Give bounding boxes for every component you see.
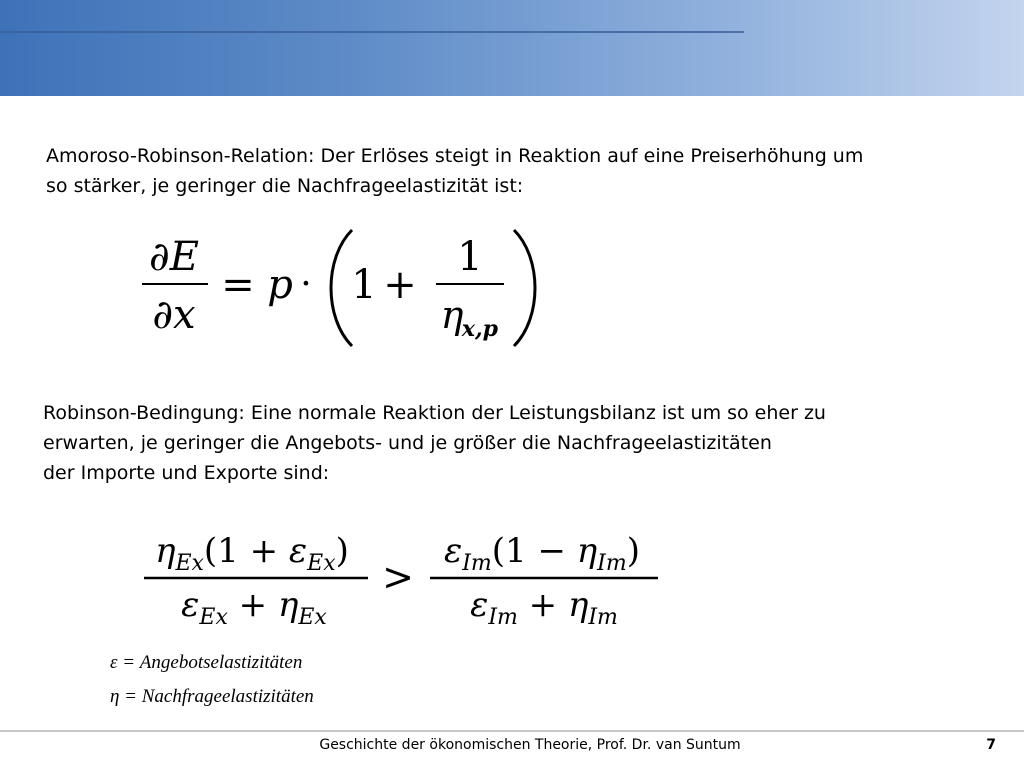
- formula1-left-paren: [331, 230, 352, 346]
- formula1-equals: =: [221, 262, 255, 308]
- formula2-left-num-eta: η: [155, 531, 176, 571]
- formula2-left-den-eta: η: [277, 585, 299, 625]
- formula2-left-den-eta-sub: Ex: [298, 605, 327, 630]
- header-rule: [0, 31, 744, 33]
- amoroso-line-2: so stärker, je geringer die Nachfrageelastizität ist:: [46, 175, 524, 197]
- formula2-right-den-plus: +: [517, 585, 568, 625]
- formula1-cdot: ·: [300, 264, 312, 305]
- footer-rule: [0, 730, 1024, 732]
- formula2-right-numerator: [444, 531, 640, 576]
- robinson-condition-formula: [130, 522, 690, 632]
- amoroso-line-1: Amoroso-Robinson-Relation: Der Erlöses steigt in Reaktion auf eine Preiserhöhung um: [46, 145, 864, 167]
- formula1-p: p: [267, 262, 293, 308]
- footer-caption: Geschichte der ökonomischen Theorie, Prof. Dr. van Suntum: [319, 737, 741, 753]
- formula2-left-den-plus: +: [227, 585, 278, 625]
- formula2-left-den-epsilon: ε: [181, 585, 200, 625]
- formula2-right-den-epsilon: ε: [470, 585, 489, 625]
- formula2-right-num-close: ): [626, 531, 641, 571]
- formula1-one: 1: [351, 262, 377, 308]
- page-number: 7: [986, 737, 996, 753]
- formula1-lhs-denominator: ∂x: [152, 292, 196, 338]
- formula2-right-num-eta: η: [576, 531, 598, 571]
- header-band: [0, 0, 1024, 96]
- formula2-right-num-epsilon-sub: Im: [462, 551, 492, 576]
- formula2-right-den-eta-sub: Im: [588, 605, 618, 630]
- formula2-left-num-open: (1 +: [203, 531, 289, 571]
- formula2-right-den-eta: η: [567, 585, 589, 625]
- formula1-right-paren: [514, 230, 535, 346]
- amoroso-robinson-formula: [130, 222, 550, 352]
- formula2-right-den-epsilon-sub: Im: [488, 605, 518, 630]
- formula2-left-num-eta-sub: Ex: [175, 551, 204, 576]
- formula1-lhs-numerator: ∂E: [149, 234, 199, 280]
- formula2-right-denominator: [470, 585, 618, 630]
- formula2-left-numerator: [155, 531, 349, 576]
- formula1-eta: η: [440, 293, 464, 337]
- formula2-right-num-open: (1 −: [491, 531, 577, 571]
- robinson-line-2: erwarten, je geringer die Angebots- und je größer die Nachfrageelastizitäten: [43, 432, 772, 454]
- formula2-left-num-epsilon-sub: Ex: [307, 551, 336, 576]
- robinson-paragraph: [43, 398, 826, 488]
- amoroso-robinson-paragraph: [46, 141, 863, 201]
- formula2-left-denominator: [181, 585, 327, 630]
- robinson-line-3: der Importe und Exporte sind:: [43, 462, 330, 484]
- formula2-left-den-epsilon-sub: Ex: [199, 605, 228, 630]
- formula2-left-num-epsilon: ε: [288, 531, 308, 571]
- legend-epsilon-definition: ε = Angebotselastizitäten: [110, 652, 303, 673]
- formula2-greater-than: >: [382, 555, 414, 599]
- formula1-plus: +: [383, 262, 417, 308]
- robinson-line-1: Robinson-Bedingung: Eine normale Reaktion der Leistungsbilanz ist um so eher zu: [43, 402, 826, 424]
- formula1-eta-subscript: x,p: [461, 316, 499, 342]
- formula2-right-num-eta-sub: Im: [597, 551, 627, 576]
- legend-eta-definition: η = Nachfrageelastizitäten: [110, 686, 314, 707]
- formula2-left-num-close: ): [335, 531, 349, 571]
- formula2-right-num-epsilon: ε: [443, 531, 463, 571]
- formula1-inner-numerator: 1: [457, 234, 483, 280]
